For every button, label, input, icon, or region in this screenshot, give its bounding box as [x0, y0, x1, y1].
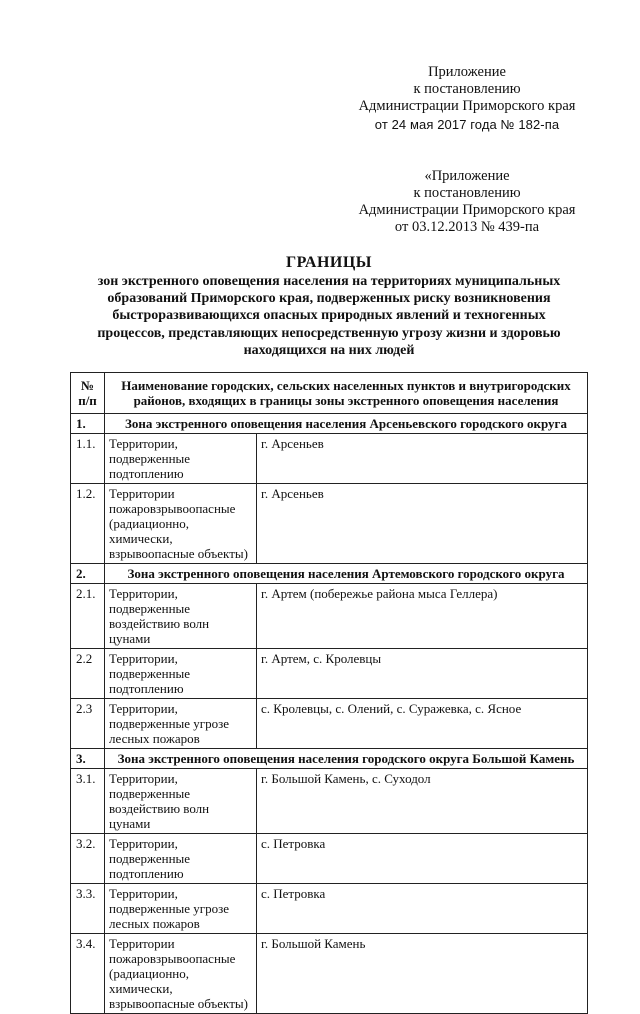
settlements-cell: с. Петровка — [257, 884, 588, 934]
appendix-line: к постановлению — [413, 185, 521, 201]
appendix-line: «Приложение — [424, 168, 510, 184]
document-subtitle-line: зон экстренного оповещения населения на территориях муниципальных — [97, 274, 561, 289]
section-title-cell: Зона экстренного оповещения населения Артемовского городского округа — [105, 564, 588, 584]
section-title-cell: Зона экстренного оповещения населения Арсеньевского городского округа — [105, 414, 588, 434]
document-subtitle-line: образований Приморского края, подверженных риску возникновения — [107, 291, 551, 307]
section-num-cell: 3. — [71, 749, 105, 769]
settlements-cell: г. Артем, с. Кролевцы — [257, 649, 588, 699]
item-num-cell: 2.1. — [71, 584, 105, 649]
settlements-cell: г. Арсеньев — [257, 484, 588, 564]
document-subtitle-line: быстроразвивающихся опасных природных явлений и техногенных — [112, 308, 546, 324]
document-subtitle-line: находящихся на них людей — [243, 342, 415, 358]
territory-type-cell: Территории, подверженные угрозе лесных пожаров — [105, 884, 257, 934]
appendix-line: от 03.12.2013 № 439-па — [394, 219, 540, 235]
territory-type-cell: Территории, подверженные подтоплению — [105, 434, 257, 484]
table-row — [71, 434, 588, 484]
settlements-cell: г. Арсеньев — [257, 434, 588, 484]
territory-type-cell: Территории пожаровзрывоопасные (радиационно, химически, взрывоопасные объекты) — [105, 934, 257, 1014]
territory-type-cell: Территории, подверженные воздействию волн цунами — [105, 769, 257, 834]
header-num-cell: № п/п — [71, 373, 105, 414]
table-section-row — [71, 749, 588, 769]
item-num-cell: 2.2 — [71, 649, 105, 699]
table-row — [71, 934, 588, 1014]
item-num-cell: 1.1. — [71, 434, 105, 484]
table-row — [71, 884, 588, 934]
section-num-cell: 2. — [71, 564, 105, 584]
appendix-line: Приложение — [428, 64, 506, 80]
appendix-block-new — [350, 64, 584, 133]
settlements-cell: г. Артем (побережье района мыса Геллера) — [257, 584, 588, 649]
table-header-row — [71, 373, 588, 414]
header-name-cell: Наименование городских, сельских населенных пунктов и внутригородских районов, входящих в границы зоны экстренного оповещения населения — [105, 373, 588, 414]
territory-type-cell: Территории пожаровзрывоопасные (радиационно, химически, взрывоопасные объекты) — [105, 484, 257, 564]
table-row — [71, 834, 588, 884]
item-num-cell: 1.2. — [71, 484, 105, 564]
territory-type-cell: Территории, подверженные подтоплению — [105, 649, 257, 699]
section-num-cell: 1. — [71, 414, 105, 434]
section-title-cell: Зона экстренного оповещения населения городского округа Большой Камень — [105, 749, 588, 769]
document-heading — [70, 253, 588, 359]
territory-type-cell: Территории, подверженные угрозе лесных пожаров — [105, 699, 257, 749]
settlements-cell: г. Большой Камень — [257, 934, 588, 1014]
territory-type-cell: Территории, подверженные подтоплению — [105, 834, 257, 884]
settlements-cell: г. Большой Камень, с. Суходол — [257, 769, 588, 834]
table-row — [71, 699, 588, 749]
settlements-cell: с. Кролевцы, с. Олений, с. Суражевка, с. Ясное — [257, 699, 588, 749]
item-num-cell: 3.4. — [71, 934, 105, 1014]
table-row — [71, 649, 588, 699]
territory-type-cell: Территории, подверженные воздействию волн цунами — [105, 584, 257, 649]
item-num-cell: 3.3. — [71, 884, 105, 934]
table-row — [71, 484, 588, 564]
item-num-cell: 3.2. — [71, 834, 105, 884]
table-section-row — [71, 414, 588, 434]
settlements-cell: с. Петровка — [257, 834, 588, 884]
item-num-cell: 2.3 — [71, 699, 105, 749]
table-row — [71, 584, 588, 649]
item-num-cell: 3.1. — [71, 769, 105, 834]
table-section-row — [71, 564, 588, 584]
table-row — [71, 769, 588, 834]
appendix-block-old — [350, 168, 584, 236]
appendix-line: к постановлению — [413, 81, 521, 97]
document-subtitle-line: процессов, представляющих непосредственную угрозу жизни и здоровью — [97, 325, 561, 341]
zones-table — [70, 372, 588, 1014]
document-title: ГРАНИЦЫ — [285, 254, 372, 271]
appendix-line: Администрации Приморского края — [358, 98, 576, 114]
appendix-date-stamp: от 24 мая 2017 года № 182-па — [374, 117, 560, 132]
appendix-line: Администрации Приморского края — [358, 202, 576, 218]
